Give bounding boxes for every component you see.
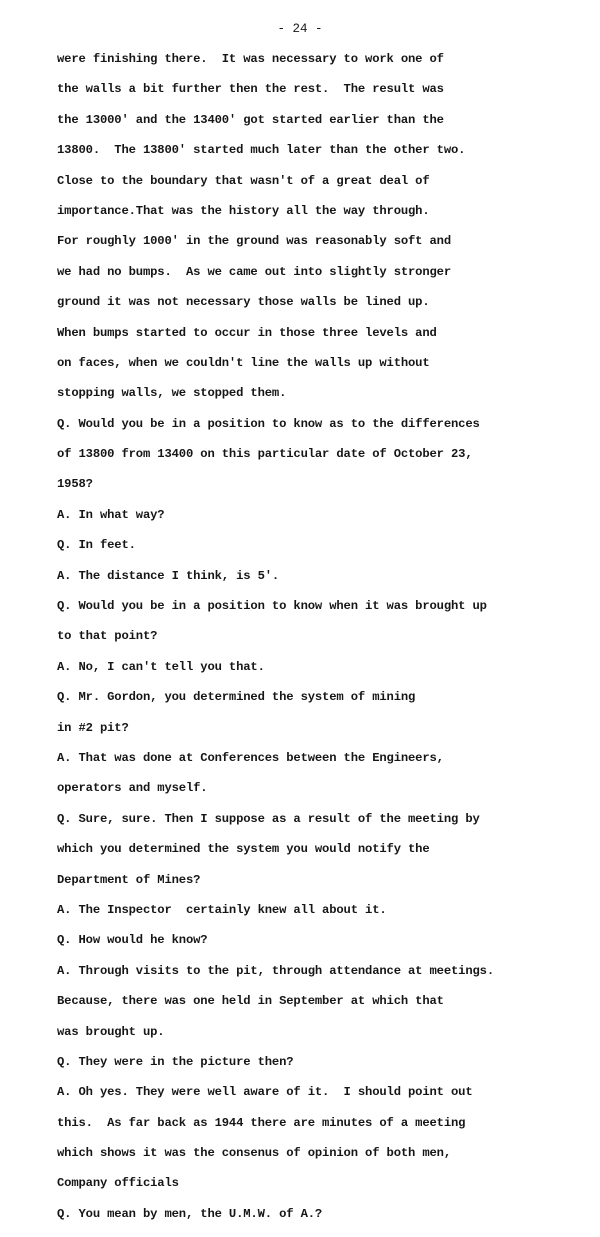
text-line: When bumps started to occur in those three levels and [57,325,437,340]
question-line: Q. Would you be in a position to know as to the differences [57,416,480,431]
question-line: Q. Mr. Gordon, you determined the system of mining [57,690,416,705]
text-line: importance.That was the history all the way through. [57,203,430,218]
answer-line: A. The distance I think, is 5'. [57,568,280,583]
question-line: Q. Would you be in a position to know when it was brought up [57,599,487,614]
transcript-body [57,44,577,1229]
text-line: were finishing there. It was necessary to work one of [57,52,444,66]
text-line: on faces, when we couldn't line the walls up without [57,355,430,370]
text-line: For roughly 1000' in the ground was reasonably soft and [57,234,452,249]
text-line: ground it was not necessary those walls be lined up. [57,295,430,310]
text-line: which shows it was the consenus of opinion of both men, [57,1146,452,1161]
question-line: Q. How would he know? [57,933,208,948]
text-line: to that point? [57,629,158,644]
text-line: was brought up. [57,1024,165,1039]
page-number: - 24 - [277,22,323,36]
text-line: Close to the boundary that wasn't of a great deal of [57,173,430,188]
answer-line: A. Oh yes. They were well aware of it. I should point out [57,1085,473,1100]
text-line: stopping walls, we stopped them. [57,386,287,401]
text-line: which you determined the system you would notify the [57,842,430,857]
text-line: the walls a bit further then the rest. The result was [57,82,444,97]
text-line: operators and myself. [57,781,208,796]
text-line: of 13800 from 13400 on this particular date of October 23, [57,447,473,462]
question-line: Q. You mean by men, the U.M.W. of A.? [57,1206,323,1221]
answer-line: A. The Inspector certainly knew all about it. [57,902,387,917]
text-line: the 13000' and the 13400' got started earlier than the [57,112,444,127]
answer-line: A. In what way? [57,507,165,522]
text-line: Because, there was one held in September at which that [57,994,444,1009]
text-line: this. As far back as 1944 there are minutes of a meeting [57,1115,466,1130]
question-line: Q. Sure, sure. Then I suppose as a result of the meeting by [57,811,480,826]
answer-line: A. No, I can't tell you that. [57,659,265,674]
text-line: Department of Mines? [57,872,201,887]
text-line: 1958? [57,477,93,492]
text-line: we had no bumps. As we came out into slightly stronger [57,264,452,279]
text-line: in #2 pit? [57,720,129,735]
answer-line: A. Through visits to the pit, through attendance at meetings. [57,963,494,978]
question-line: Q. In feet. [57,538,136,553]
text-line: Company officials [57,1176,179,1191]
answer-line: A. That was done at Conferences between the Engineers, [57,750,444,765]
text-line: 13800. The 13800' started much later than the other two. [57,143,466,158]
question-line: Q. They were in the picture then? [57,1054,294,1069]
